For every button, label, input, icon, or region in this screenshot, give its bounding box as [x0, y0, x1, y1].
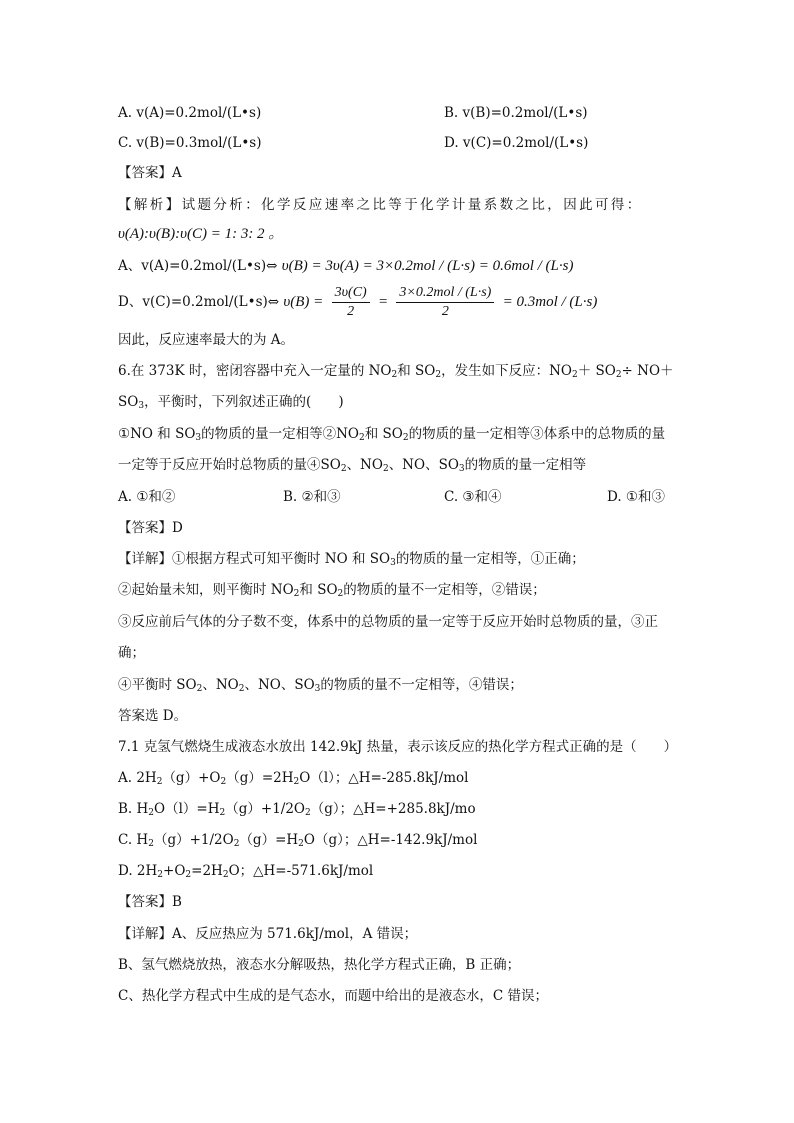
q7-option-text: A. 2H	[118, 770, 157, 786]
q6-stem-text: 6.在 373K 时，密闭容器中充入一定量的 NO	[118, 363, 392, 379]
q6-stem-text: ，发生如下反应：NO	[441, 363, 572, 379]
subscript: 2	[238, 684, 245, 694]
subscript: 2	[220, 777, 227, 787]
subscript: 2	[293, 777, 300, 787]
q7-option-text: O（g）；△H=-142.9kJ/mol	[303, 832, 478, 848]
subscript: 3	[138, 401, 145, 411]
q5-analysis-d-equals: =	[378, 294, 389, 310]
q7-option-text: D. 2H	[118, 863, 158, 879]
q5-analysis-d	[118, 284, 597, 320]
subscript: 2	[219, 808, 226, 818]
q6-detail-text: 的物质的量不一定相等，②错误；	[343, 582, 546, 598]
q6-statement-text: 一定等于反应开始时总物质的量④SO	[118, 457, 341, 473]
q6-detail-3: ③反应前后气体的分子数不变，体系中的总物质的量一定等于反应开始时总物质的量，③正	[118, 614, 658, 630]
q7-option-text: +O	[163, 863, 186, 879]
q5-fraction-2-numerator: 3×0.2mol / (L·s)	[396, 285, 494, 303]
subscript: 3	[390, 558, 396, 568]
q7-option-text: （g）+1/2O	[153, 832, 234, 848]
q5-answer: 【答案】A	[118, 165, 182, 181]
q7-option-b	[118, 799, 476, 823]
q7-detail-2: B、氢气燃烧放热，液态水分解吸热，热化学方程式正确，B 正确；	[118, 957, 521, 973]
q6-answer: 【答案】D	[118, 520, 183, 536]
q6-statements-line2	[118, 455, 586, 479]
q7-option-a	[118, 768, 468, 792]
subscript: 2	[304, 808, 311, 818]
subscript: 2	[298, 839, 304, 849]
q6-statement-text: 的物质的量一定相等③体系中的总物质的量	[408, 426, 666, 442]
q7-stem: 7.1 克氢气燃烧生成液态水放出 142.9kJ 热量，表示该反应的热化学方程式正确的是（ ）	[118, 739, 678, 755]
subscript: 3	[314, 684, 321, 694]
subscript: 2	[340, 464, 347, 474]
subscript: 2	[293, 589, 300, 599]
q7-option-text: （g）+1/2O	[225, 801, 305, 817]
q6-detail-1	[118, 549, 585, 573]
subscript: 2	[615, 370, 622, 380]
subscript: 2	[222, 870, 229, 880]
q7-option-text: B. H	[118, 801, 149, 817]
q6-statement-text: ①NO 和 SO	[118, 426, 196, 442]
q5-analysis-d-prefix: D、v(C)=0.2mol/(L•s)⇔	[118, 294, 280, 310]
q6-detail-text: 的物质的量一定相等，①正确；	[395, 551, 585, 567]
q7-option-text: （g）；△H=+285.8kJ/mo	[310, 801, 476, 817]
q7-option-text: O（l）=H	[154, 801, 220, 817]
q7-option-text: （g）+O	[162, 770, 221, 786]
q5-option-b: B. v(B)=0.2mol/(L•s)	[444, 105, 588, 121]
q7-detail-1: 【详解】A、反应热应为 571.6kJ/mol，A 错误；	[118, 926, 418, 942]
q5-rate-ratio: υ(A):υ(B):υ(C) = 1: 3: 2 。	[118, 226, 284, 242]
subscript: 3	[458, 464, 465, 474]
q7-option-d	[118, 861, 373, 885]
subscript: 2	[337, 589, 344, 599]
q6-detail-3-cont: 确；	[118, 645, 145, 661]
q7-option-text: O；△H=-571.6kJ/mol	[228, 863, 374, 879]
q7-option-text: （g）=2H	[226, 770, 294, 786]
subscript: 2	[148, 808, 155, 818]
q6-final-answer: 答案选 D。	[118, 708, 188, 724]
q6-detail-text: 、NO	[202, 677, 239, 693]
q6-option-c: C. ③和④	[444, 489, 502, 505]
q5-analysis-d-rhs: = 0.3mol / (L·s)	[502, 294, 598, 310]
q6-detail-text: 的物质的量不一定相等，④错误；	[320, 677, 523, 693]
q7-option-text: O（l）；△H=-285.8kJ/mol	[299, 770, 469, 786]
q5-fraction-1-denominator: 2	[347, 304, 355, 319]
q7-option-text: =2H	[191, 863, 223, 879]
q6-detail-4	[118, 675, 523, 699]
q6-stem-text: ＋ SO	[577, 363, 616, 379]
q6-statement-text: 和 SO	[364, 426, 403, 442]
subscript: 2	[156, 777, 163, 787]
q6-statements-line1	[118, 424, 665, 448]
q6-detail-text: 和 SO	[299, 582, 338, 598]
q6-detail-text: 、NO、SO	[244, 677, 315, 693]
q5-analysis-a-prefix: A、v(A)=0.2mol/(L•s)⇔	[118, 258, 278, 274]
subscript: 2	[382, 464, 389, 474]
q7-option-text: （g）=H	[239, 832, 299, 848]
q5-option-d: D. v(C)=0.2mol/(L•s)	[444, 135, 589, 151]
q5-conclusion: 因此，反应速率最大的为 A。	[118, 332, 295, 348]
q6-detail-text: ②起始量未知，则平衡时 NO	[118, 582, 294, 598]
q5-fraction-1	[332, 285, 370, 320]
subscript: 2	[359, 433, 365, 443]
subscript: 2	[157, 870, 164, 880]
q7-answer: 【答案】B	[118, 894, 182, 910]
q6-detail-text: ④平衡时 SO	[118, 677, 197, 693]
q5-fraction-2	[396, 285, 494, 320]
q5-fraction-1-numerator: 3υ(C)	[332, 285, 370, 303]
q5-fraction-2-denominator: 2	[441, 304, 449, 319]
subscript: 2	[148, 839, 154, 849]
q7-detail-3: C、热化学方程式中生成的是气态水，而题中给出的是液态水，C 错误；	[118, 988, 548, 1004]
q6-option-d: D. ①和③	[607, 489, 666, 505]
q6-statement-text: 的物质的量一定相等②NO	[201, 426, 360, 442]
subscript: 2	[185, 870, 192, 880]
q5-analysis-a	[118, 256, 573, 276]
q5-analysis-d-lhs: υ(B) =	[283, 294, 324, 310]
q6-statement-text: 、NO、SO	[388, 457, 459, 473]
q6-stem-text: ÷ NO＋	[621, 363, 674, 379]
subscript: 2	[571, 370, 578, 380]
q5-option-a: A. v(A)=0.2mol/(L•s)	[118, 105, 262, 121]
q6-stem-text: ，平衡时，下列叙述正确的( )	[144, 394, 344, 410]
subscript: 2	[233, 839, 240, 849]
q6-statement-text: 、NO	[346, 457, 383, 473]
subscript: 2	[391, 370, 398, 380]
q6-detail-text: 【详解】①根据方程式可知平衡时 NO 和 SO	[118, 551, 391, 567]
subscript: 2	[435, 370, 442, 380]
q5-analysis-a-expression: υ(B) = 3υ(A) = 3×0.2mol / (L·s) = 0.6mol / (L·s)	[281, 258, 574, 274]
q6-stem-line2	[118, 392, 344, 416]
subscript: 2	[196, 684, 203, 694]
q6-detail-2	[118, 580, 546, 604]
q7-option-c	[118, 830, 477, 854]
q6-stem-text: 和 SO	[397, 363, 436, 379]
q5-option-c: C. v(B)=0.3mol/(L•s)	[118, 135, 262, 151]
q6-stem-text: SO	[118, 394, 139, 410]
q6-option-b: B. ②和③	[283, 489, 341, 505]
q6-option-a: A. ①和②	[118, 489, 176, 505]
q5-analysis-line1: 【解析】试题分析：化学反应速率之比等于化学计量系数之比，因此可得：	[118, 197, 643, 213]
q6-statement-text: 的物质的量一定相等	[464, 457, 587, 473]
q6-stem-line1	[118, 361, 674, 385]
q7-option-text: C. H	[118, 832, 149, 848]
subscript: 3	[195, 433, 202, 443]
subscript: 2	[402, 433, 409, 443]
